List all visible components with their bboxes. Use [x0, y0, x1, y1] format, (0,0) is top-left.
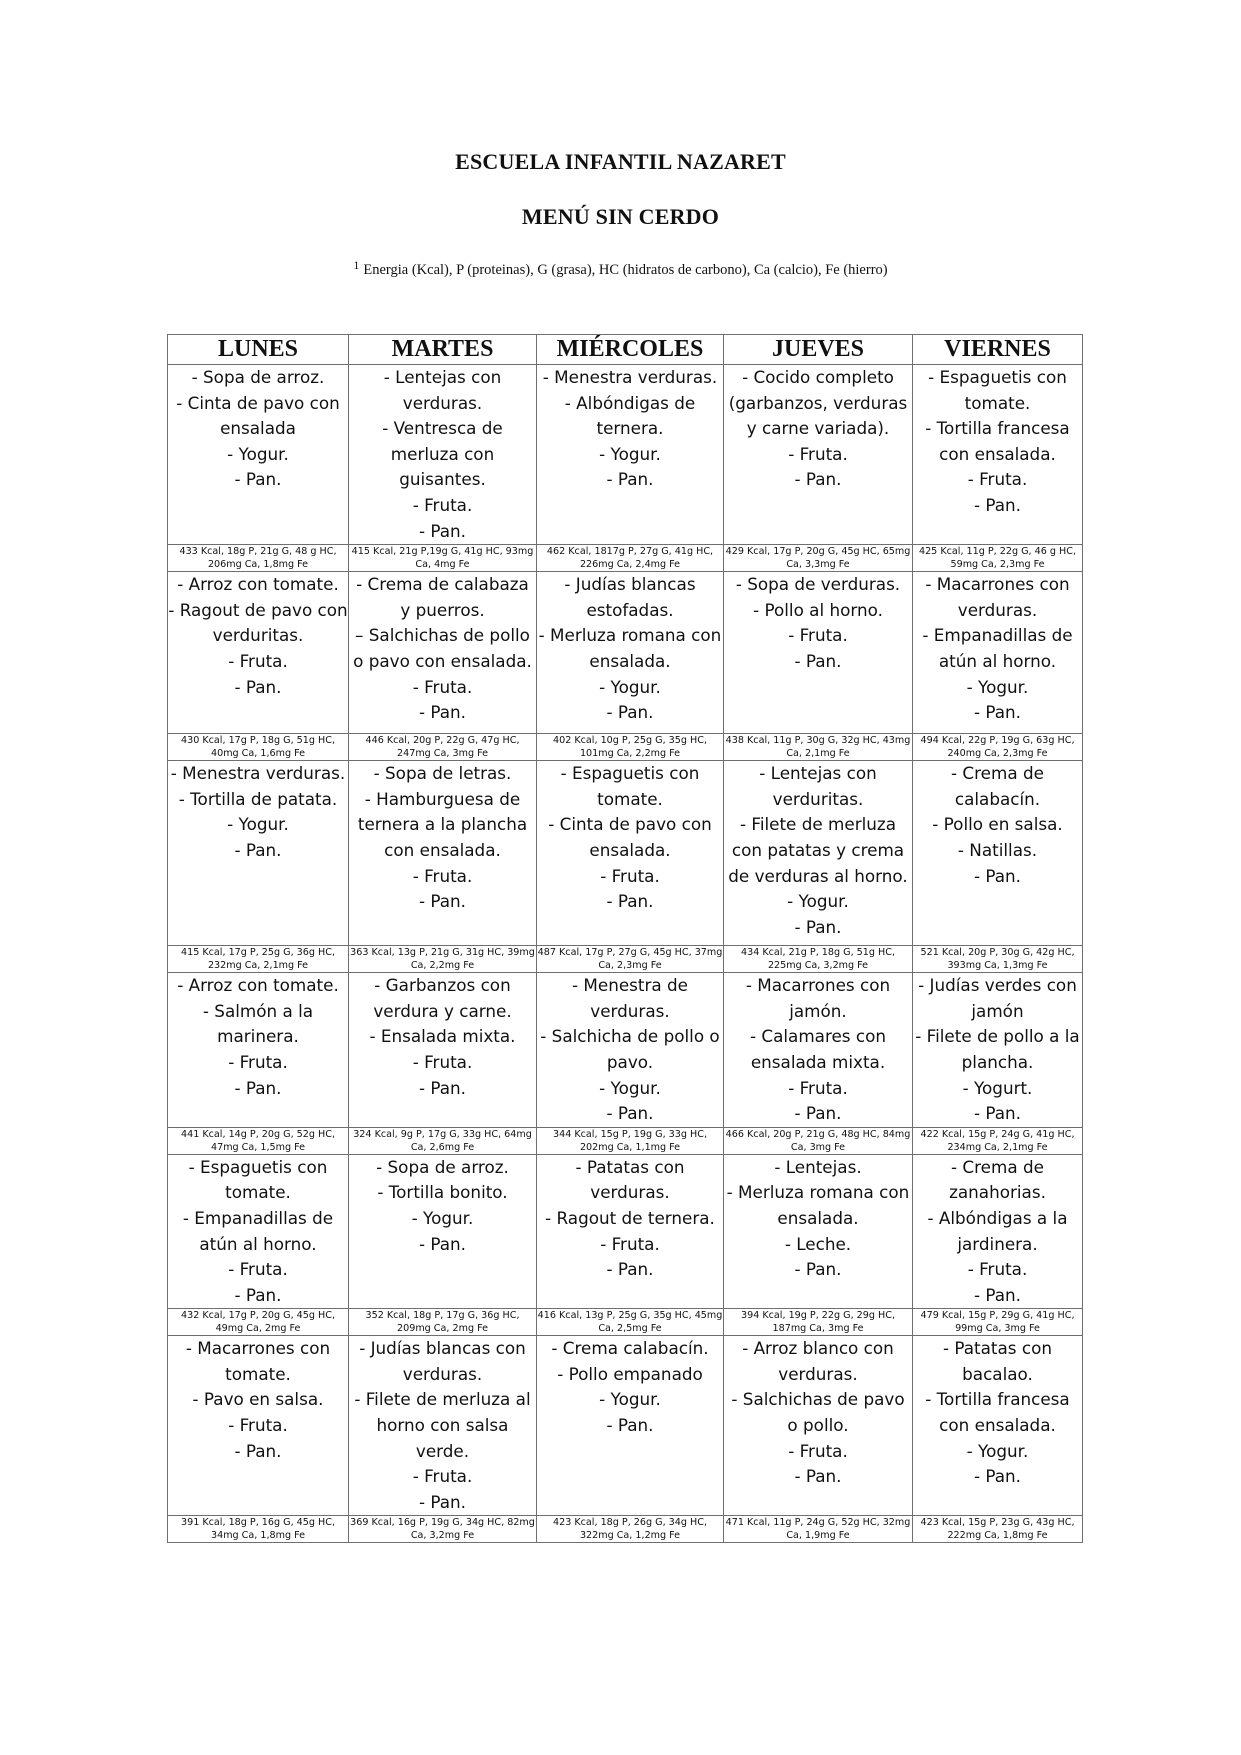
nutrition-row — [168, 734, 1083, 761]
meal-item: - Fruta. — [967, 1259, 1028, 1280]
meal-item: - Menestra verduras. — [542, 367, 718, 387]
meal-item: - Sopa de letras. — [373, 763, 512, 784]
meal-cell — [349, 1154, 537, 1309]
meal-item: - Fruta. — [788, 625, 848, 646]
meal-cell — [724, 761, 913, 946]
meal-item: - Salchichas de pavo o pollo. — [731, 1389, 905, 1436]
meal-item: - Lentejas con verduras. — [383, 367, 502, 413]
nutrition-cell: 466 Kcal, 20g P, 21g G, 48g HC, 84mg Ca, 3mg Fe — [724, 1127, 913, 1154]
meal-cell — [349, 973, 537, 1128]
nutrition-cell: 394 Kcal, 19g P, 22g G, 29g HC, 187mg Ca, 3mg Fe — [724, 1309, 913, 1336]
day-header-jueves: JUEVES — [724, 335, 913, 365]
meal-item: - Ragout de ternera. — [545, 1207, 715, 1228]
meal-item: - Yogur. — [227, 443, 289, 464]
meal-item: - Crema calabacín. — [551, 1338, 709, 1359]
meal-item: - Pan. — [606, 702, 654, 723]
nutrition-cell: 416 Kcal, 13g P, 25g G, 35g HC, 45mg Ca, 2,5mg Fe — [537, 1310, 723, 1335]
meal-item: - Fruta. — [788, 1440, 848, 1461]
meal-cell — [537, 1336, 724, 1516]
day-header-martes: MARTES — [349, 335, 537, 365]
meal-item: - Espaguetis con tomate. — [560, 763, 700, 809]
meal-item: - Yogur. — [599, 443, 661, 464]
meal-item: - Pan. — [794, 1466, 842, 1487]
meal-item: - Macarrones con tomate. — [185, 1338, 331, 1384]
meal-item: - Fruta. — [412, 865, 473, 886]
school-title: ESCUELA INFANTIL NAZARET — [455, 149, 786, 174]
meal-item: - Patatas con verduras. — [575, 1156, 685, 1203]
meal-item: - Pollo en salsa. — [932, 814, 1063, 835]
nutrition-cell: 438 Kcal, 11g P, 30g G, 32g HC, 43mg Ca, 2,1mg Fe — [724, 734, 913, 761]
meal-item: - Pan. — [973, 1466, 1021, 1487]
meal-item: - Pan. — [418, 1233, 466, 1254]
meal-cell — [537, 973, 724, 1128]
meal-item: - Pan. — [234, 676, 282, 697]
nutrition-row — [168, 1127, 1083, 1154]
meal-item: - Judías verdes con jamón — [918, 975, 1077, 1021]
meal-item: - Pan. — [973, 1284, 1021, 1305]
meal-item: - Tortilla francesa con ensalada. — [925, 1389, 1070, 1436]
meal-item: - Garbanzos con verdura y carne. — [373, 975, 512, 1021]
meal-cell — [349, 1336, 537, 1516]
footnote-text: Energia (Kcal), P (proteinas), G (grasa), HC (hidratos de carbono), Ca (calcio), Fe (hierro) — [363, 262, 888, 278]
meal-item: - Espaguetis con tomate. — [188, 1156, 328, 1203]
meal-row — [168, 761, 1083, 946]
nutrition-cell: 433 Kcal, 18g P, 21g G, 48 g HC, 206mg Ca, 1,8mg Fe — [168, 545, 349, 572]
meal-item: - Crema de zanahorias. — [949, 1156, 1046, 1203]
meal-item: - Arroz con tomate. — [177, 574, 339, 595]
meal-cell — [913, 1336, 1083, 1516]
meal-item: - Filete de pollo a la plancha. — [915, 1026, 1080, 1072]
meal-cell — [724, 1336, 913, 1516]
meal-item: - Sopa de arroz. — [376, 1156, 509, 1177]
meal-item: - Fruta. — [788, 1077, 848, 1098]
nutrition-row — [168, 545, 1083, 572]
meal-item: - Espaguetis con tomate. — [928, 367, 1067, 413]
meal-item: - Fruta. — [967, 469, 1028, 490]
meal-item: - Yogur. — [966, 1440, 1029, 1461]
menu-body — [168, 365, 1083, 1543]
nutrition-cell: 429 Kcal, 17g P, 20g G, 45g HC, 65mg Ca, 3,3mg Fe — [724, 545, 913, 572]
meal-item: - Pan. — [794, 650, 842, 671]
nutrition-row — [168, 1516, 1083, 1543]
meal-cell — [724, 365, 913, 545]
day-header-lunes: LUNES — [168, 335, 349, 365]
meal-item: - Pan. — [418, 891, 466, 912]
footnote-mark: 1 — [353, 258, 360, 272]
meal-item: - Macarrones con jamón. — [745, 975, 891, 1021]
meal-item: - Merluza romana con ensalada. — [726, 1182, 910, 1228]
meal-item: - Yogur. — [599, 676, 661, 697]
meal-item: - Pan. — [606, 1415, 654, 1436]
nutrition-cell: 462 Kcal, 1817g P, 27g G, 41g HC, 226mg Ca, 2,4mg Fe — [537, 545, 724, 572]
meal-item: - Menestra de verduras. — [572, 975, 688, 1021]
meal-item: - Cinta de pavo con ensalada — [176, 392, 340, 439]
meal-cell — [168, 365, 349, 545]
meal-cell — [168, 973, 349, 1128]
meal-item: - Natillas. — [957, 839, 1038, 860]
meal-item: - Empanadillas de atún al horno. — [182, 1207, 334, 1254]
meal-item: - Filete de merluza al horno con salsa verde. — [354, 1389, 531, 1461]
nutrition-row — [168, 946, 1083, 973]
meal-cell — [724, 973, 913, 1128]
meal-item: - Fruta. — [412, 494, 473, 515]
meal-item: - Pan. — [794, 916, 842, 937]
nutrition-cell: 415 Kcal, 17g P, 25g G, 36g HC, 232mg Ca, 2,1mg Fe — [168, 946, 349, 973]
meal-item: - Filete de merluza con patatas y crema de verduras al horno. — [728, 814, 908, 886]
meal-cell — [349, 572, 537, 734]
weekly-menu-table — [167, 334, 1083, 1543]
nutrition-cell: 487 Kcal, 17g P, 27g G, 45g HC, 37mg Ca, 2,3mg Fe — [537, 947, 723, 972]
meal-item: - Pan. — [606, 891, 654, 912]
meal-cell — [724, 1154, 913, 1309]
meal-item: - Hamburguesa de ternera a la plancha con ensalada. — [357, 788, 528, 860]
nutrition-cell: 441 Kcal, 14g P, 20g G, 52g HC, 47mg Ca, 1,5mg Fe — [168, 1127, 349, 1154]
meal-item: - Fruta. — [600, 1233, 660, 1254]
meal-item: - Albóndigas a la jardinera. — [927, 1207, 1068, 1254]
meal-item: - Empanadillas de atún al horno. — [922, 625, 1073, 671]
meal-cell — [168, 761, 349, 946]
nutrition-cell: 471 Kcal, 11g P, 24g G, 52g HC, 32mg Ca, 1,9mg Fe — [724, 1516, 913, 1543]
meal-row — [168, 1154, 1083, 1309]
meal-item: - Yogur. — [599, 1077, 661, 1098]
meal-item: - Pollo empanado — [557, 1363, 703, 1384]
meal-item: - Pan. — [973, 702, 1021, 723]
nutrition-cell: 423 Kcal, 15g P, 23g G, 43g HC, 222mg Ca, 1,8mg Fe — [913, 1516, 1083, 1543]
meal-item: - Arroz blanco con verduras. — [742, 1338, 894, 1384]
meal-item: - Pan. — [234, 1284, 282, 1305]
nutrition-row — [168, 1309, 1083, 1336]
meal-item: - Sopa de arroz. — [191, 367, 325, 387]
nutrition-cell: 430 Kcal, 17g P, 18g G, 51g HC, 40mg Ca, 1,6mg Fe — [168, 734, 349, 761]
meal-item: - Pan. — [606, 1259, 654, 1280]
meal-item: - Pavo en salsa. — [192, 1389, 324, 1410]
meal-item: - Pan. — [606, 469, 654, 490]
meal-row — [168, 1336, 1083, 1516]
nutrition-cell: 402 Kcal, 10g P, 25g G, 35g HC, 101mg Ca, 2,2mg Fe — [537, 734, 724, 761]
meal-item: - Fruta. — [228, 1415, 288, 1436]
meal-item: - Fruta. — [228, 650, 288, 671]
meal-item: - Yogur. — [411, 1207, 474, 1228]
meal-item: - Yogur. — [599, 1389, 661, 1410]
meal-item: - Tortilla de patata. — [178, 788, 338, 809]
meal-item: - Sopa de verduras. — [735, 574, 901, 595]
meal-item: - Salmón a la marinera. — [202, 1000, 314, 1047]
day-header-viernes: VIERNES — [913, 335, 1083, 365]
nutrition-cell: 479 Kcal, 15g P, 29g G, 41g HC, 99mg Ca, 3mg Fe — [913, 1309, 1083, 1336]
meal-item: - Calamares con ensalada mixta. — [749, 1026, 887, 1072]
meal-item: - Lentejas. — [774, 1156, 862, 1177]
day-header-row — [168, 335, 1083, 365]
meal-item: - Fruta. — [600, 865, 660, 886]
meal-item: - Pan. — [418, 1491, 466, 1512]
day-header-miercoles: MIÉRCOLES — [537, 335, 724, 365]
nutrition-cell: 369 Kcal, 16g P, 19g G, 34g HC, 82mg Ca, 3,2mg Fe — [350, 1517, 535, 1542]
meal-item: - Yogur. — [227, 814, 289, 835]
meal-item: - Yogurt. — [962, 1077, 1033, 1098]
meal-item: - Fruta. — [228, 1259, 288, 1280]
nutrition-cell: 434 Kcal, 21g P, 18g G, 51g HC, 225mg Ca, 3,2mg Fe — [724, 946, 913, 973]
meal-item: - Pan. — [794, 1103, 842, 1124]
meal-item: - Albóndigas de ternera. — [564, 392, 696, 439]
meal-item: - Fruta. — [412, 1466, 473, 1487]
menu-title: MENÚ SIN CERDO — [521, 204, 720, 229]
nutrition-cell: 423 Kcal, 18g P, 26g G, 34g HC, 322mg Ca, 1,2mg Fe — [537, 1516, 724, 1543]
meal-cell — [349, 365, 537, 545]
nutrition-cell: 344 Kcal, 15g P, 19g G, 33g HC, 202mg Ca, 1,1mg Fe — [537, 1127, 724, 1154]
meal-item: - Menestra verduras. — [170, 763, 346, 784]
meal-row — [168, 365, 1083, 545]
meal-item: - Leche. — [784, 1233, 852, 1254]
meal-cell — [168, 1154, 349, 1309]
meal-item: - Pan. — [973, 494, 1021, 515]
meal-item: - Pan. — [234, 839, 282, 860]
meal-item: - Pan. — [234, 1077, 282, 1098]
meal-item: - Ventresca de merluza con guisantes. — [382, 418, 503, 490]
nutrition-cell: 363 Kcal, 13g P, 21g G, 31g HC, 39mg Ca, 2,2mg Fe — [350, 947, 535, 972]
meal-item: - Yogur. — [966, 676, 1029, 697]
meal-item: - Fruta. — [788, 443, 848, 464]
meal-item: - Judías blancas estofadas. — [564, 574, 696, 620]
nutrition-cell: 494 Kcal, 22g P, 19g G, 63g HC, 240mg Ca, 2,3mg Fe — [913, 734, 1083, 761]
nutrition-cell: 352 Kcal, 18g P, 17g G, 36g HC, 209mg Ca, 2mg Fe — [349, 1309, 537, 1336]
meal-item: - Pan. — [234, 469, 282, 490]
meal-row — [168, 572, 1083, 734]
meal-item: - Crema de calabaza y puerros. — [356, 574, 529, 620]
meal-row — [168, 973, 1083, 1128]
meal-cell — [913, 572, 1083, 734]
meal-item: - Arroz con tomate. — [177, 975, 339, 996]
meal-item: - Pan. — [234, 1440, 282, 1461]
meal-item: - Salchicha de pollo o pavo. — [540, 1026, 720, 1072]
meal-cell — [537, 572, 724, 734]
meal-item: - Pan. — [794, 1259, 842, 1280]
meal-cell — [913, 973, 1083, 1128]
meal-item: - Patatas con bacalao. — [943, 1338, 1052, 1384]
meal-item: - Pan. — [973, 865, 1021, 886]
nutrition-cell: 432 Kcal, 17g P, 20g G, 45g HC, 49mg Ca, 2mg Fe — [168, 1309, 349, 1336]
meal-item: - Ensalada mixta. — [369, 1026, 516, 1047]
meal-item: - Merluza romana con ensalada. — [538, 625, 722, 671]
meal-item: - Pan. — [418, 520, 466, 541]
meal-item: - Cinta de pavo con ensalada. — [548, 814, 712, 860]
meal-item: - Pan. — [606, 1103, 654, 1124]
meal-cell — [913, 1154, 1083, 1309]
nutrition-cell: 425 Kcal, 11g P, 22g G, 46 g HC, 59mg Ca, 2,3mg Fe — [913, 545, 1083, 572]
meal-cell — [537, 761, 724, 946]
nutrition-cell: 446 Kcal, 20g P, 22g G, 47g HC, 247mg Ca, 3mg Fe — [349, 734, 537, 761]
nutrition-cell: 391 Kcal, 18g P, 16g G, 45g HC, 34mg Ca, 1,8mg Fe — [168, 1516, 349, 1543]
meal-item: - Cocido completo (garbanzos, verduras y carne variada). — [728, 367, 908, 439]
meal-cell — [349, 761, 537, 946]
nutrition-cell: 415 Kcal, 21g P,19g G, 41g HC, 93mg Ca, 4mg Fe — [349, 545, 537, 572]
meal-cell — [537, 1154, 724, 1309]
meal-item: - Pollo al horno. — [753, 599, 883, 620]
nutrition-cell: 521 Kcal, 20g P, 30g G, 42g HC, 393mg Ca, 1,3mg Fe — [913, 946, 1083, 973]
meal-item: - Tortilla francesa con ensalada. — [925, 418, 1070, 464]
meal-item: - Judías blancas con verduras. — [359, 1338, 526, 1384]
meal-item: - Macarrones con verduras. — [925, 574, 1070, 620]
nutrition-cell: 324 Kcal, 9g P, 17g G, 33g HC, 64mg Ca, 2,6mg Fe — [349, 1127, 537, 1154]
meal-cell — [913, 761, 1083, 946]
meal-item: - Fruta. — [412, 676, 473, 697]
meal-cell — [913, 365, 1083, 545]
meal-item: - Pan. — [794, 469, 842, 490]
meal-item: - Pan. — [418, 1077, 466, 1098]
meal-cell — [168, 1336, 349, 1516]
meal-item: - Pan. — [973, 1103, 1021, 1124]
meal-item: - Yogur. — [787, 891, 849, 912]
meal-item: - Lentejas con verduritas. — [759, 763, 877, 809]
meal-item: - Fruta. — [412, 1051, 473, 1072]
meal-item: - Fruta. — [228, 1051, 288, 1072]
meal-item: - Tortilla bonito. — [377, 1182, 508, 1203]
meal-item: - Ragout de pavo con verduritas. — [168, 599, 348, 646]
meal-cell — [537, 365, 724, 545]
nutrition-legend — [0, 258, 1241, 279]
meal-item: - Crema de calabacín. — [951, 763, 1044, 809]
meal-item: - Pan. — [418, 702, 466, 723]
nutrition-cell: 422 Kcal, 15g P, 24g G, 41g HC, 234mg Ca, 2,1mg Fe — [913, 1127, 1083, 1154]
meal-cell — [724, 572, 913, 734]
meal-item: – Salchichas de pollo o pavo con ensalada. — [353, 625, 532, 671]
meal-cell — [168, 572, 349, 734]
